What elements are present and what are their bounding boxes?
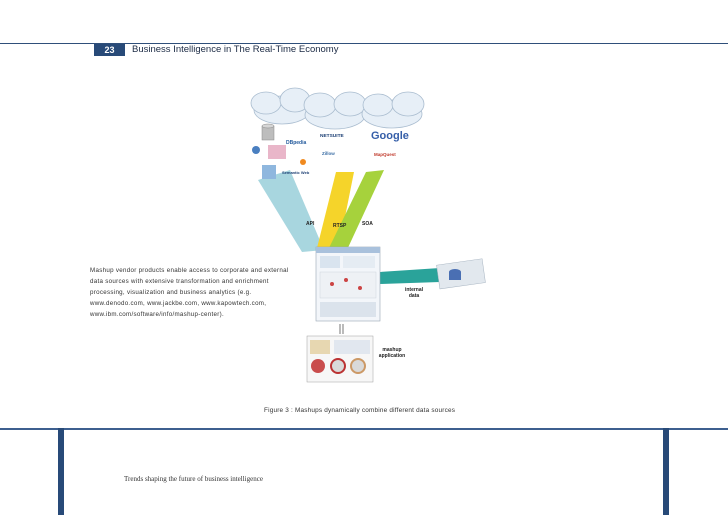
internal-data-label: internal data [404, 287, 424, 299]
zillow-text-logo: Zillow [322, 151, 335, 156]
side-caption-line: data sources with extensive transformation and enrichment [90, 278, 269, 285]
netsuite-logo: NETSUITE [320, 134, 344, 139]
mashup-application-label: mashup application [378, 347, 406, 359]
footer-right-bar [663, 428, 669, 515]
side-caption-line: www.denodo.com, www.jackbe.com, www.kapowtech.com, [90, 300, 267, 307]
api-label: API [306, 221, 315, 227]
side-caption-line: processing, visualization and business analytics (e.g. [90, 289, 252, 296]
rss-icon [300, 159, 306, 165]
mashup-screen [316, 247, 380, 321]
footer-left-bar [58, 428, 64, 515]
footer-text: Trends shaping the future of business intelligence [124, 475, 263, 483]
down-arrows [340, 324, 343, 334]
semantic-web-logo: Semantic Web [282, 170, 310, 175]
dbpedia-logo: DBpedia [286, 140, 307, 146]
side-caption-line: www.ibm.com/software/info/mashup-center). [90, 311, 225, 318]
page-number: 23 [94, 44, 125, 56]
internal-beam [380, 268, 440, 284]
api-beam [258, 170, 324, 252]
mapquest-logo: MapQuest [374, 152, 396, 157]
rtsp-label: RTSP [333, 223, 347, 229]
zillow-logo [262, 165, 276, 179]
internal-data-cluster [437, 259, 486, 289]
globe-icon [252, 146, 260, 154]
cloud-group [251, 88, 424, 129]
mashup-application-screen [307, 336, 373, 382]
soa-label: SOA [362, 221, 373, 227]
footer-rule [0, 428, 728, 430]
side-caption-line: Mashup vendor products enable access to corporate and external [90, 267, 289, 274]
database-icon [262, 124, 274, 140]
figure-caption: Figure 3 : Mashups dynamically combine different data sources [264, 407, 456, 414]
side-caption [90, 265, 300, 320]
document-title: Business Intelligence in The Real-Time Economy [132, 44, 339, 55]
google-logo: Google [371, 130, 409, 142]
photo-logo [268, 145, 286, 159]
